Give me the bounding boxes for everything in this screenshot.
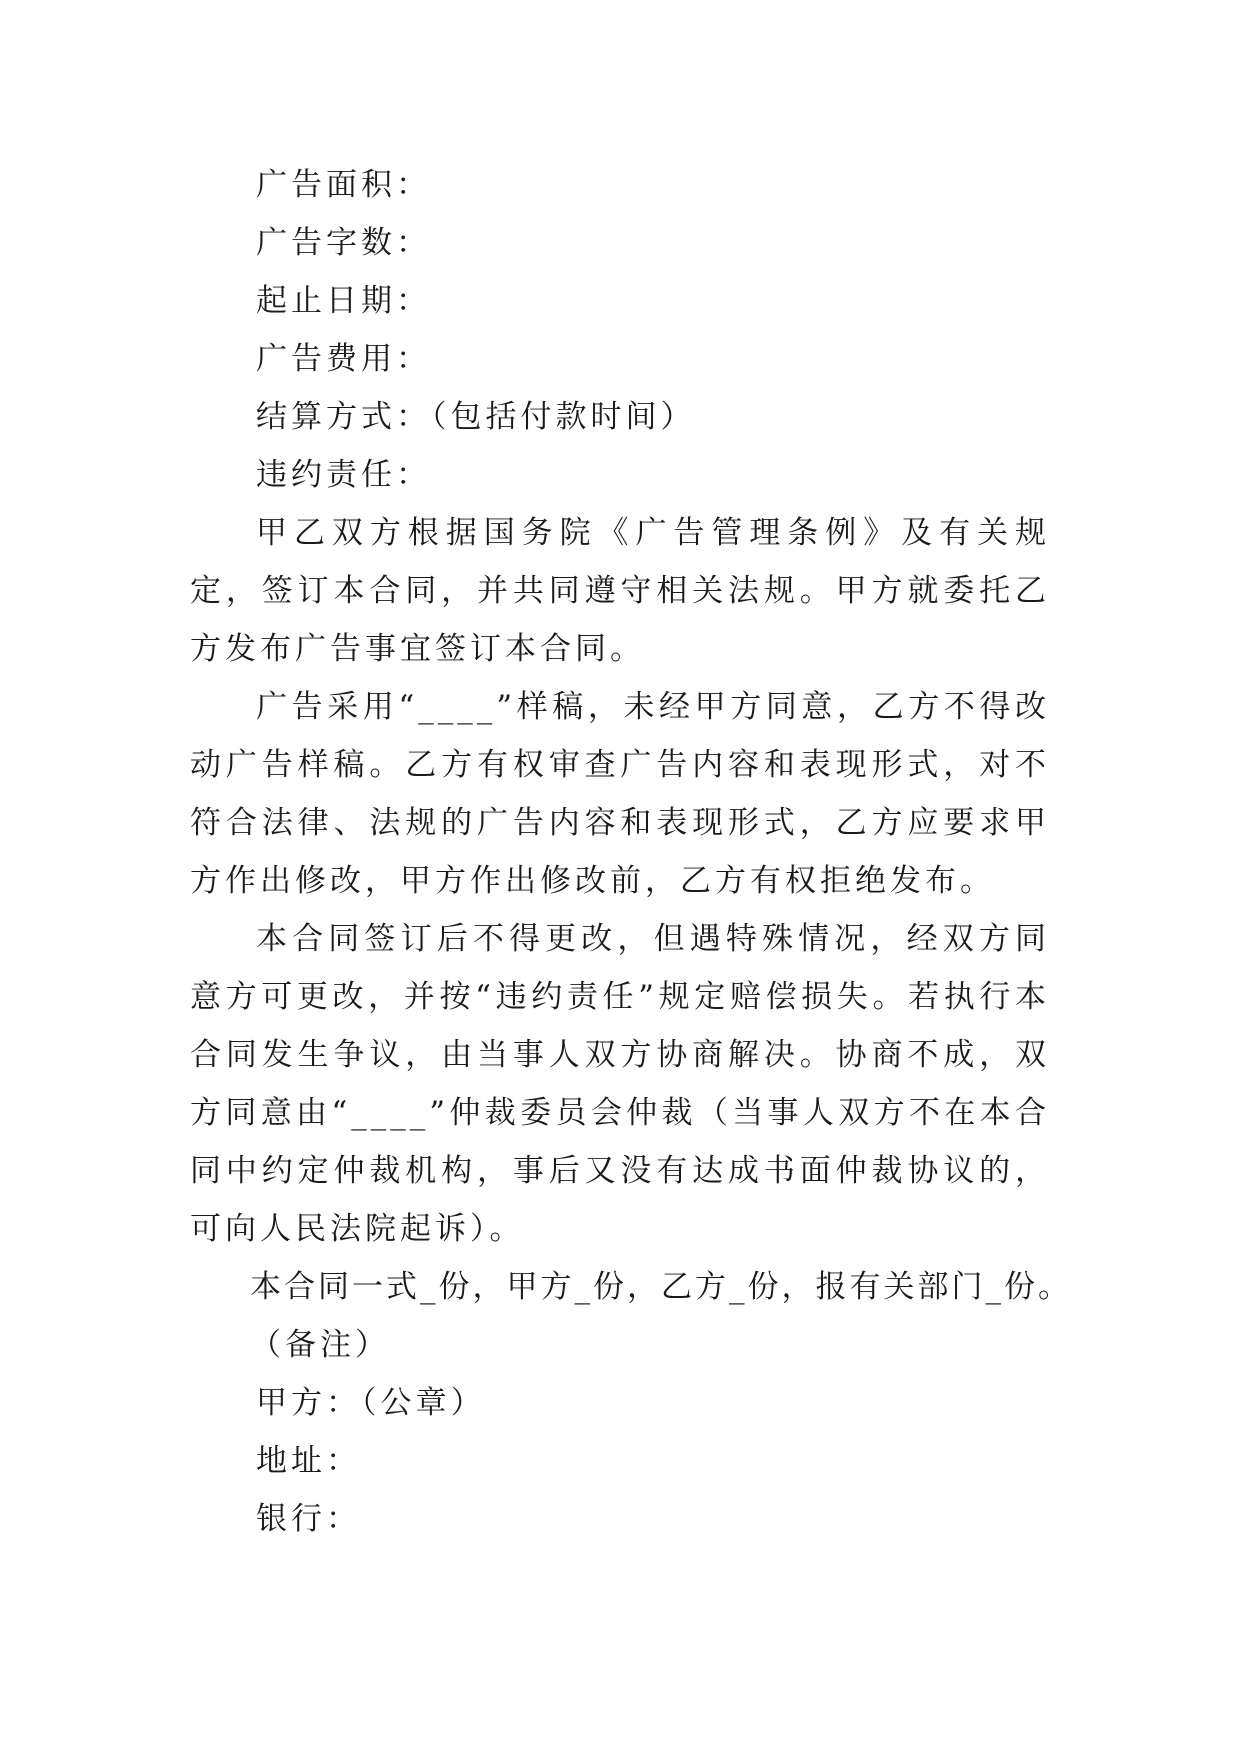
field-ad-fee: 广告费用： xyxy=(256,341,431,377)
field-ad-word-count: 广告字数： xyxy=(256,225,431,261)
field-ad-area: 广告面积： xyxy=(256,167,431,203)
paragraph-dispute: 本合同签订后不得更改，但遇特殊情况，经双方同意方可更改，并按“违约责任”规定赔偿损失。若执行本合同发生争议，由当事人双方协商解决。协商不成，双方同意由“____”仲裁委员会仲裁（当事人双方不在本合同中约定仲裁机构，事后又没有达成书面仲裁协议的，可向人民法院起诉）。 xyxy=(190,921,1050,1247)
field-start-end-dates: 起止日期： xyxy=(256,283,431,319)
field-breach-liability: 违约责任： xyxy=(256,457,431,493)
party-a-bank: 银行： xyxy=(256,1501,361,1537)
paragraph-copies: 本合同一式_份，甲方_份，乙方_份，报有关部门_份。 xyxy=(250,1269,1072,1305)
party-a-seal: 甲方：（公章） xyxy=(256,1385,486,1421)
remark-label: （备注） xyxy=(250,1327,390,1363)
party-a-address: 地址： xyxy=(256,1443,361,1479)
paragraph-ad-sample: 广告采用“____”样稿，未经甲方同意，乙方不得改动广告样稿。乙方有权审查广告内容和表现形式，对不符合法律、法规的广告内容和表现形式，乙方应要求甲方作出修改，甲方作出修改前，乙方有权拒绝发布。 xyxy=(190,689,1050,899)
field-settlement-method: 结算方式：（包括付款时间） xyxy=(256,399,696,435)
contract-page xyxy=(190,156,1072,1548)
paragraph-basis: 甲乙双方根据国务院《广告管理条例》及有关规定，签订本合同，并共同遵守相关法规。甲方就委托乙方发布广告事宜签订本合同。 xyxy=(190,515,1050,667)
